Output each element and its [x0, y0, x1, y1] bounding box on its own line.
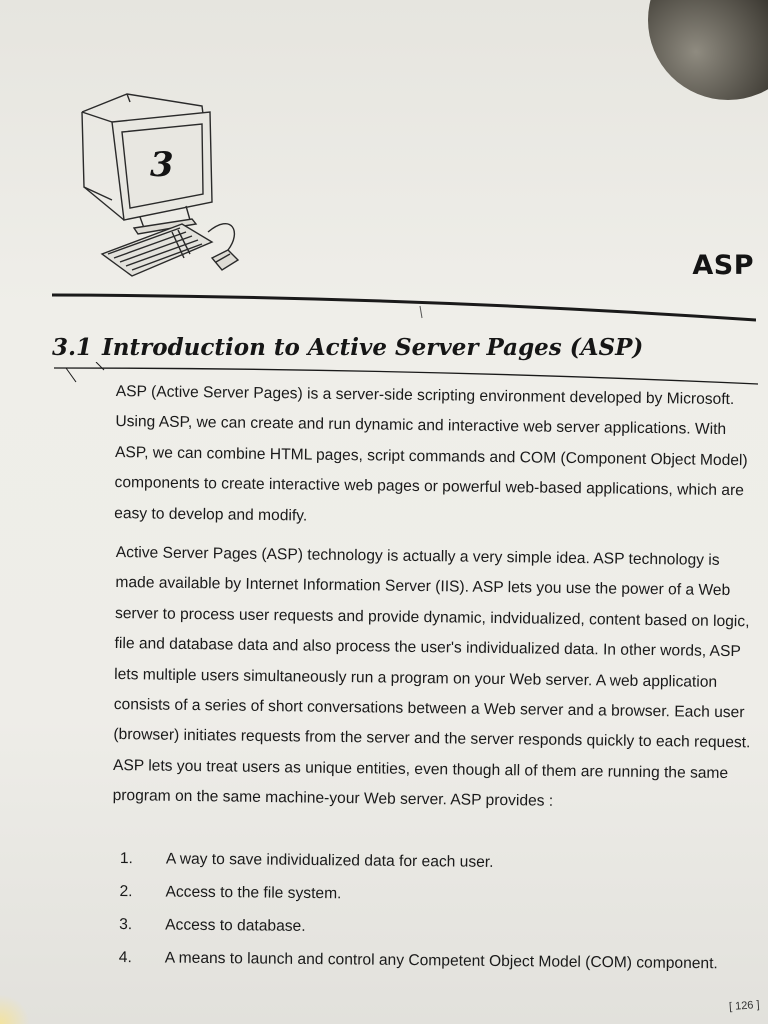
section-title: Introduction to Active Server Pages (ASP)	[102, 334, 644, 361]
list-item-text: Access to the file system.	[165, 883, 342, 903]
list-item	[119, 912, 765, 945]
list-item	[120, 846, 766, 879]
list-item-number: 2.	[119, 882, 133, 901]
asp-technology-paragraph: Active Server Pages (ASP) technology is actually a very simple idea. ASP technology is made available by Internet Information Server (IIS). ASP lets you use the power of a Web server to process user requests and provide dynamic, indvidualized, content based on logic, file and database data and also process the user's individualized data. In other words, ASP lets multiple users simultaneously run a program on your Web server. A web application consists of a series of short conversations between a Web server and a browser. Each user (browser) initiates requests from the server and the server responds quickly to each request. ASP lets you treat users as unique entities, even though all of them are running the same program on the same machine-your Web server. ASP provides :	[112, 543, 751, 810]
list-item-text: Access to database.	[165, 916, 306, 935]
page-curl-shadow	[648, 0, 768, 100]
list-item-number: 3.	[119, 915, 133, 934]
section-heading	[52, 334, 643, 361]
chapter-divider-rule	[52, 290, 756, 330]
list-item-text: A means to launch and control any Competent Object Model (COM) component.	[164, 949, 718, 973]
list-item-number: 1.	[119, 849, 133, 868]
list-item-number: 4.	[118, 948, 132, 967]
chapter-number: 3	[150, 145, 174, 185]
page-corner-highlight	[0, 994, 30, 1024]
list-item-text: A way to save individualized data for each user.	[165, 850, 494, 871]
page-number: [ 126 ]	[729, 998, 761, 1014]
list-item	[119, 945, 765, 978]
intro-paragraph: ASP (Active Server Pages) is a server-side scripting environment developed by Microsoft. Using ASP, we can create and run dynamic and interactive web server applications. With ASP, we can combine HTML pages, script commands and COM (Component Object Model) components to create interactive web pages or powerful web-based applications, which are easy to develop and modify.	[114, 382, 748, 525]
section-number: 3.1	[52, 334, 93, 361]
chapter-title: ASP	[692, 250, 754, 281]
asp-features-list	[119, 846, 766, 985]
list-item	[119, 879, 765, 912]
